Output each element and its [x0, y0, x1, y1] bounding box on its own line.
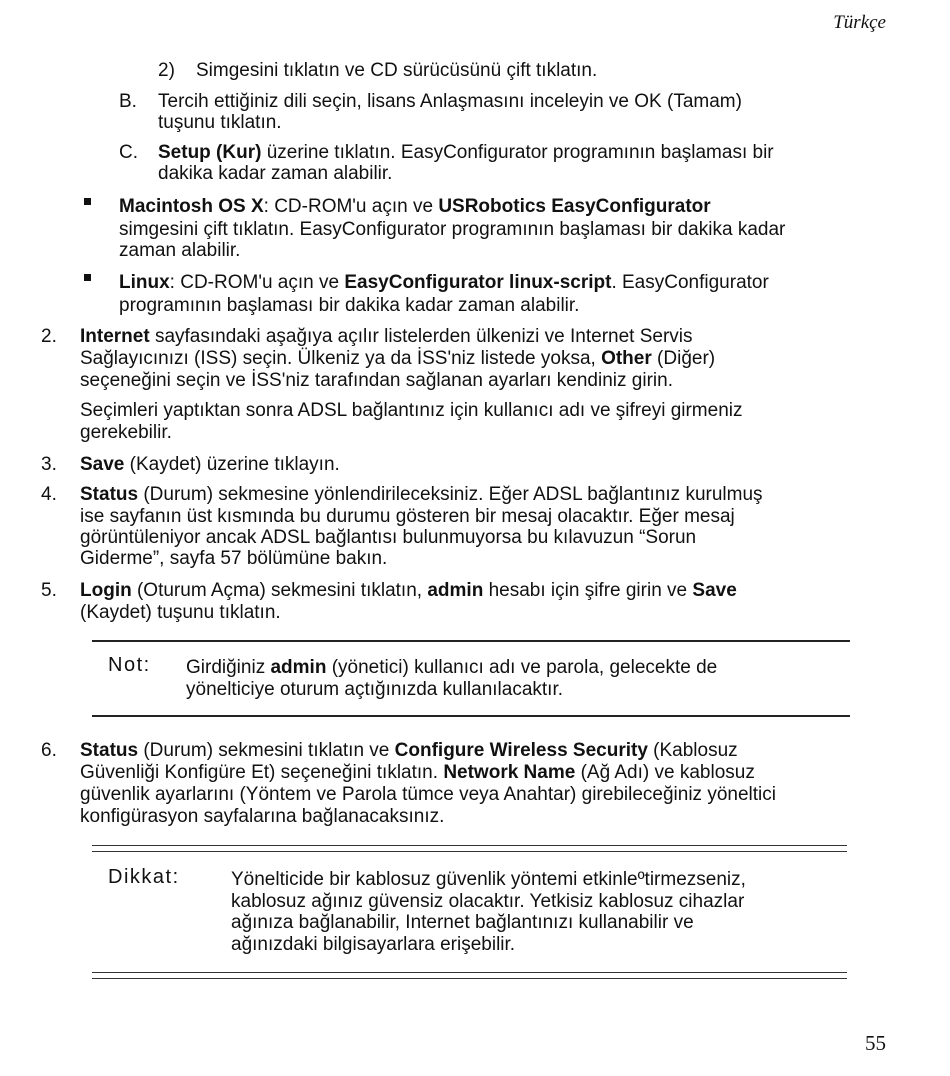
step-6-line1: Status (Durum) sekmesini tıklatın ve Configure Wireless Security (Kablosuz — [80, 740, 738, 761]
step-3-line1: Save (Kaydet) üzerine tıklayın. — [80, 454, 340, 475]
step-c-line2: dakika kadar zaman alabilir. — [158, 163, 393, 184]
note-line1: Girdiğiniz admin (yönetici) kullanıcı adı ve parola, gelecekte de — [186, 657, 718, 678]
step-2-line2: Sağlayıcınızı (ISS) seçin. Ülkeniz ya da İSS'niz listede yoksa, Other (Diğer) — [80, 348, 716, 369]
header-language: Türkçe — [833, 12, 886, 33]
note-top-rule — [92, 640, 850, 642]
step-c-line1: Setup (Kur) üzerine tıklatın. EasyConfigurator programının başlaması bir — [158, 142, 774, 163]
step-b-marker: B. — [119, 91, 137, 112]
caution-line2: kablosuz ağınız güvensiz olacaktır. Yetkisiz kablosuz cihazlar — [231, 891, 745, 912]
substep-marker-2: 2) — [158, 60, 175, 81]
caution-top-rule-1 — [92, 845, 847, 846]
bullet-square-icon — [84, 198, 91, 205]
step-4-line1: Status (Durum) sekmesine yönlendirileceksiniz. Eğer ADSL bağlantınız kurulmuş — [80, 484, 763, 505]
step-2-para2-line2: gerekebilir. — [80, 422, 172, 443]
step-c-marker: C. — [119, 142, 138, 163]
step-4-line3: görüntüleniyor ancak ADSL bağlantısı bulunmuyorsa bu kılavuzun “Sorun — [80, 527, 697, 548]
linux-line2: programının başlaması bir dakika kadar zaman alabilir. — [119, 295, 580, 316]
step-2-para2-line1: Seçimleri yaptıktan sonra ADSL bağlantınız için kullanıcı adı ve şifreyi girmeniz — [80, 400, 743, 421]
step-6-marker: 6. — [41, 740, 57, 761]
step-5-line1: Login (Oturum Açma) sekmesini tıklatın, admin hesabı için şifre girin ve Save — [80, 580, 737, 601]
step-b-line1: Tercih ettiğiniz dili seçin, lisans Anlaşmasını inceleyin ve OK (Tamam) — [158, 91, 742, 112]
step-2-line3: seçeneğini seçin ve İSS'niz tarafından sağlanan ayarları kendiniz girin. — [80, 370, 673, 391]
caution-line3: ağınıza bağlanabilir, Internet bağlantınızı kullanabilir ve — [231, 912, 694, 933]
step-6-line4: konfigürasyon sayfalarına bağlanacaksınız. — [80, 806, 445, 827]
mac-line3: zaman alabilir. — [119, 240, 241, 261]
step-2-line1: Internet sayfasındaki aşağıya açılır listelerden ülkenizi ve Internet Servis — [80, 326, 693, 347]
caution-line1: Yönelticide bir kablosuz güvenlik yöntemi etkinleºtirmezseniz, — [231, 869, 746, 890]
mac-line1: Macintosh OS X: CD-ROM'u açın ve USRobotics EasyConfigurator — [119, 196, 711, 217]
linux-line1: Linux: CD-ROM'u açın ve EasyConfigurator linux-script. EasyConfigurator — [119, 272, 769, 293]
step-3-marker: 3. — [41, 454, 57, 475]
step-4-line2: ise sayfanın üst kısmında bu durumu gösteren bir mesaj olacaktır. Eğer mesaj — [80, 506, 735, 527]
mac-line2: simgesini çift tıklatın. EasyConfigurator programının başlaması bir dakika kadar — [119, 219, 786, 240]
note-line2: yönelticiye oturum açtığınızda kullanılacaktır. — [186, 679, 564, 700]
caution-line4: ağınızdaki bilgisayarlara erişebilir. — [231, 934, 516, 955]
step-4-marker: 4. — [41, 484, 57, 505]
caution-top-rule-2 — [92, 851, 847, 852]
note-label: Not: — [108, 654, 151, 676]
step-6-line3: güvenlik ayarlarını (Yöntem ve Parola tümce veya Anahtar) girebileceğiniz yöneltici — [80, 784, 776, 805]
step-2-marker: 2. — [41, 326, 57, 347]
step-5-line2: (Kaydet) tuşunu tıklatın. — [80, 602, 281, 623]
step-6-line2: Güvenliği Konfigüre Et) seçeneğini tıklatın. Network Name (Ağ Adı) ve kablosuz — [80, 762, 755, 783]
substep-2-text: Simgesini tıklatın ve CD sürücüsünü çift tıklatın. — [196, 60, 598, 81]
note-bottom-rule — [92, 715, 850, 717]
step-4-line4: Giderme”, sayfa 57 bölümüne bakın. — [80, 548, 388, 569]
step-5-marker: 5. — [41, 580, 57, 601]
caution-label: Dikkat: — [108, 866, 180, 888]
caution-bottom-rule-1 — [92, 972, 847, 973]
caution-bottom-rule-2 — [92, 978, 847, 979]
bullet-square-icon — [84, 274, 91, 281]
step-b-line2: tuşunu tıklatın. — [158, 112, 282, 133]
page-number: 55 — [865, 1031, 886, 1055]
